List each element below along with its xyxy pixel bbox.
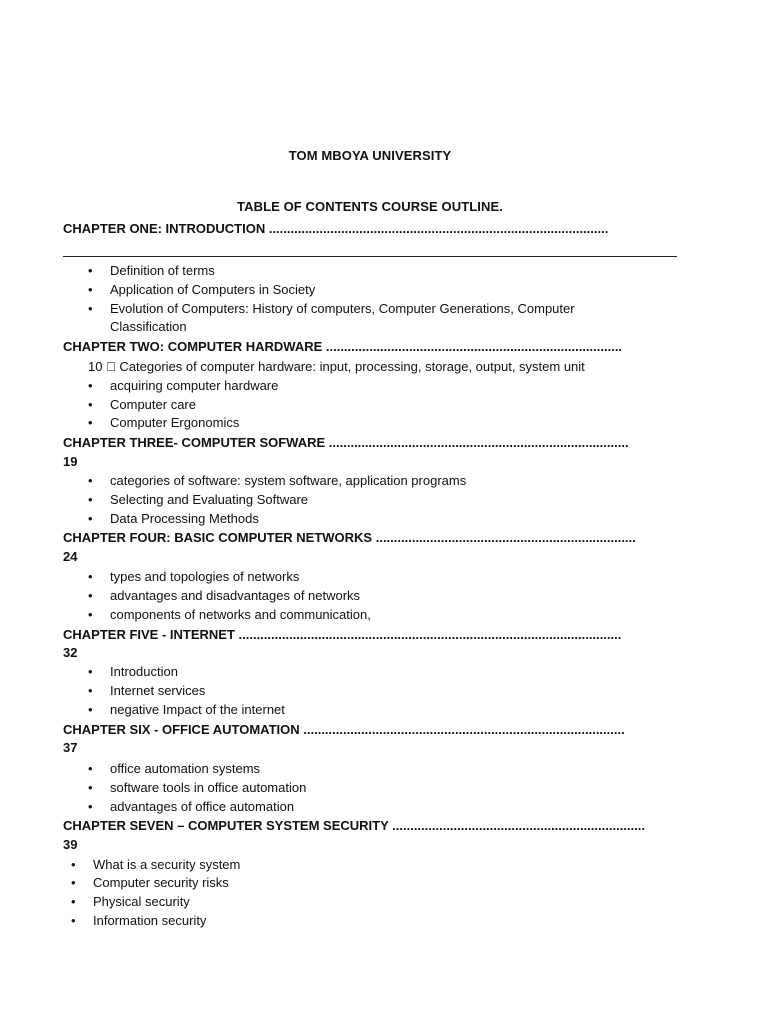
bullet-icon: •	[88, 397, 93, 412]
chapter-six-item-3: advantages of office automation	[110, 799, 295, 814]
bullet-icon: •	[88, 378, 93, 393]
chapter-six-heading: CHAPTER SIX - OFFICE AUTOMATION .........................................................................................	[63, 722, 625, 737]
chapter-three-item-1: categories of software: system software, application programs	[110, 473, 467, 488]
chapter-three-item-3: Data Processing Methods	[110, 511, 259, 526]
chapter-five-heading: CHAPTER FIVE - INTERNET ..........................................................................................................	[63, 627, 622, 642]
university-title: TOM MBOYA UNIVERSITY	[288, 148, 452, 163]
bullet-icon: •	[88, 588, 93, 603]
bullet-icon: •	[88, 761, 93, 776]
bullet-icon: •	[71, 913, 76, 928]
bullet-icon: •	[88, 473, 93, 488]
chapter-one-item-2: Application of Computers in Society	[110, 282, 316, 297]
chapter-five-item-2: Internet services	[110, 683, 206, 698]
chapter-five-item-1: Introduction	[110, 664, 178, 679]
chapter-two-item-1: acquiring computer hardware	[110, 378, 279, 393]
divider-line	[63, 256, 677, 257]
chapter-six-page-number: 37	[63, 740, 78, 755]
chapter-two-item-2: Computer care	[110, 397, 196, 412]
bullet-icon: •	[88, 492, 93, 507]
chapter-seven-page-number: 39	[63, 837, 78, 852]
bullet-icon: •	[88, 780, 93, 795]
chapter-one-item-3: Evolution of Computers: History of computers, Computer Generations, Computer	[110, 301, 575, 316]
bullet-icon: •	[71, 875, 76, 890]
chapter-seven-item-4: Information security	[93, 913, 207, 928]
chapter-four-page-number: 24	[63, 549, 78, 564]
chapter-five-page-number: 32	[63, 645, 78, 660]
bullet-icon: •	[88, 799, 93, 814]
bullet-icon: •	[88, 511, 93, 526]
chapter-seven-item-2: Computer security risks	[93, 875, 229, 890]
chapter-three-item-2: Selecting and Evaluating Software	[110, 492, 309, 507]
toc-title: TABLE OF CONTENTS COURSE OUTLINE.	[237, 199, 503, 214]
chapter-seven-heading: CHAPTER SEVEN – COMPUTER SYSTEM SECURITY ......................................................................	[63, 818, 645, 833]
chapter-three-page-number: 19	[63, 454, 78, 469]
bullet-icon: •	[71, 894, 76, 909]
bullet-icon: •	[71, 857, 76, 872]
chapter-four-item-3: components of networks and communication,	[110, 607, 371, 622]
bullet-icon: •	[88, 282, 93, 297]
chapter-two-heading: CHAPTER TWO: COMPUTER HARDWARE ..................................................................................	[63, 339, 623, 354]
bullet-icon: •	[88, 664, 93, 679]
chapter-three-heading: CHAPTER THREE- COMPUTER SOFWARE ...................................................................................	[63, 435, 629, 450]
bullet-icon: •	[88, 607, 93, 622]
chapter-one-item-1: Definition of terms	[110, 263, 215, 278]
bullet-icon: •	[88, 683, 93, 698]
chapter-two-item-3: Computer Ergonomics	[110, 415, 240, 430]
chapter-one-heading: CHAPTER ONE: INTRODUCTION ..............................................................................................	[63, 221, 609, 236]
chapter-seven-item-1: What is a security system	[93, 857, 241, 872]
chapter-one-item-3-continued: Classification	[110, 319, 187, 334]
bullet-icon: •	[88, 569, 93, 584]
chapter-six-item-2: software tools in office automation	[110, 780, 307, 795]
bullet-icon: •	[88, 702, 93, 717]
bullet-icon: •	[88, 301, 93, 316]
chapter-six-item-1: office automation systems	[110, 761, 261, 776]
chapter-seven-item-3: Physical security	[93, 894, 190, 909]
chapter-four-item-1: types and topologies of networks	[110, 569, 300, 584]
chapter-four-item-2: advantages and disadvantages of networks	[110, 588, 361, 603]
bullet-icon: •	[88, 415, 93, 430]
chapter-two-lead-line: 10 Categories of computer hardware: input, processing, storage, output, system unit	[88, 359, 572, 374]
chapter-four-heading: CHAPTER FOUR: BASIC COMPUTER NETWORKS ........................................................................	[63, 530, 636, 545]
chapter-five-item-3: negative Impact of the internet	[110, 702, 285, 717]
bullet-icon: •	[88, 263, 93, 278]
